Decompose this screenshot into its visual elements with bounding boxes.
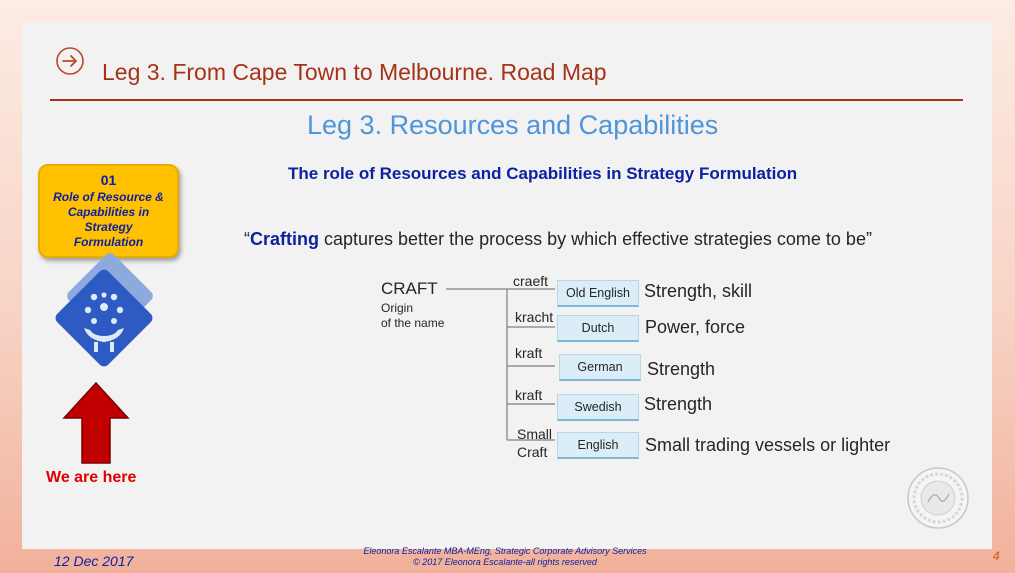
section-subtitle: The role of Resources and Capabilities in Strategy Formulation bbox=[288, 164, 798, 183]
etymology-root-note bbox=[381, 301, 444, 331]
badge-text: Role of Resource & Capabilities in Strategy Formulation bbox=[53, 190, 164, 249]
etymology-word: craeft bbox=[513, 273, 549, 289]
etymology-root: CRAFT bbox=[381, 279, 438, 298]
meaning-text: Strength bbox=[647, 359, 716, 379]
quote-open-mark: “ bbox=[244, 229, 250, 249]
section-title: Leg 3. Resources and Capabilities bbox=[307, 110, 719, 140]
footer-credit-line2: © 2017 Eleonora Escalante-all rights reserved bbox=[413, 557, 597, 567]
language-box: German bbox=[559, 354, 641, 381]
seal-icon bbox=[906, 466, 970, 530]
meaning-text: Strength, skill bbox=[644, 281, 753, 301]
quote-rest: captures better the process by which effective strategies come to be” bbox=[319, 229, 872, 249]
root-note-line2: of the name bbox=[381, 316, 445, 330]
language-box: Swedish bbox=[557, 394, 639, 421]
language-box: Dutch bbox=[557, 315, 639, 342]
etymology-word: kraft bbox=[515, 387, 543, 403]
slide-title: Leg 3. From Cape Town to Melbourne. Road Map bbox=[102, 59, 607, 85]
root-note-line1: Origin bbox=[381, 301, 414, 315]
we-are-here-label: We are here bbox=[46, 469, 137, 486]
language-box: Old English bbox=[557, 280, 639, 307]
language-box: English bbox=[557, 432, 639, 459]
etymology-word: Small bbox=[517, 426, 553, 442]
footer-credit bbox=[345, 546, 665, 568]
page-number: 4 bbox=[993, 549, 1000, 563]
etymology-word: kracht bbox=[515, 309, 554, 325]
etymology-word: kraft bbox=[515, 345, 543, 361]
footer-date: 12 Dec 2017 bbox=[54, 553, 134, 569]
meaning-text: Power, force bbox=[645, 317, 746, 337]
quote-highlight: Crafting bbox=[250, 229, 319, 249]
meaning-text: Small trading vessels or lighter bbox=[645, 435, 891, 455]
badge-number: 01 bbox=[100, 172, 117, 188]
meaning-text: Strength bbox=[644, 394, 713, 414]
footer-credit-line1: Eleonora Escalante MBA-MEng, Strategic Corporate Advisory Services bbox=[363, 546, 647, 556]
etymology-word: Craft bbox=[517, 444, 548, 460]
